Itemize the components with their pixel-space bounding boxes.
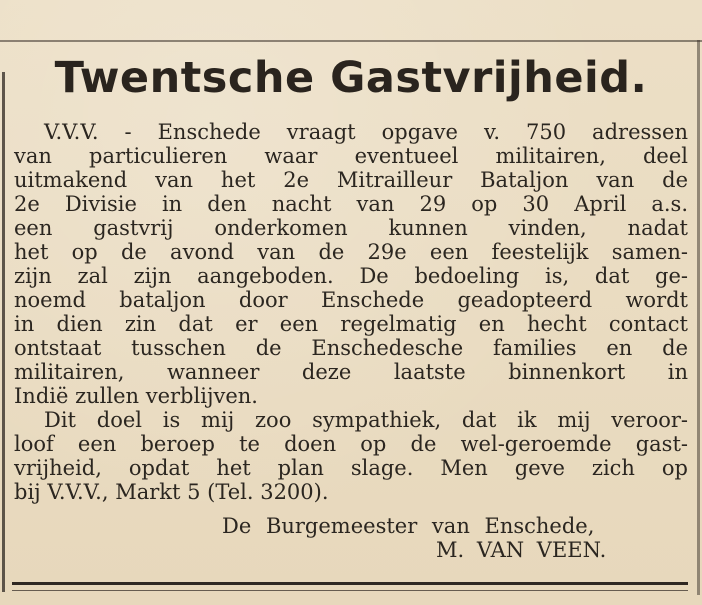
article-line: militairen, wanneer deze laatste binnenkort in (14, 360, 688, 384)
signature-name: M. VAN VEEN. (436, 538, 607, 562)
article-body (14, 120, 688, 504)
article-line: 2e Divisie in den nacht van 29 op 30 April a.s. (14, 192, 688, 216)
article-line: V.V.V. - Enschede vraagt opgave v. 750 adressen (44, 120, 688, 144)
article-line: van particulieren waar eventueel militairen, deel (14, 144, 688, 168)
article-line: loof een beroep te doen op de wel-geroemde gast- (14, 432, 688, 456)
article-line: het op de avond van de 29e een feestelijk samen- (14, 240, 688, 264)
left-column-rule (2, 72, 5, 592)
headline: Twentsche Gastvrijheid. (54, 53, 648, 103)
bottom-rule-thin (12, 590, 688, 591)
article-line: bij V.V.V., Markt 5 (Tel. 3200). (14, 480, 329, 504)
article-line: vrijheid, opdat het plan slage. Men geve zich op (14, 456, 688, 480)
article-line: een gastvrij onderkomen kunnen vinden, nadat (14, 216, 688, 240)
top-rule (0, 40, 702, 42)
signature-title: De Burgemeester van Enschede, (222, 514, 595, 538)
bottom-rule (12, 582, 688, 585)
article-line: Indië zullen verblijven. (14, 384, 258, 408)
article-line: ontstaat tusschen de Enschedesche families en de (14, 336, 688, 360)
article-line: Dit doel is mij zoo sympathiek, dat ik mij veroor- (44, 408, 688, 432)
right-column-rule (697, 40, 700, 595)
article-line: in dien zin dat er een regelmatig en hecht contact (14, 312, 688, 336)
article-line: uitmakend van het 2e Mitrailleur Bataljon van de (14, 168, 688, 192)
article-line: zijn zal zijn aangeboden. De bedoeling is, dat ge- (14, 264, 688, 288)
article-line: noemd bataljon door Enschede geadopteerd wordt (14, 288, 688, 312)
